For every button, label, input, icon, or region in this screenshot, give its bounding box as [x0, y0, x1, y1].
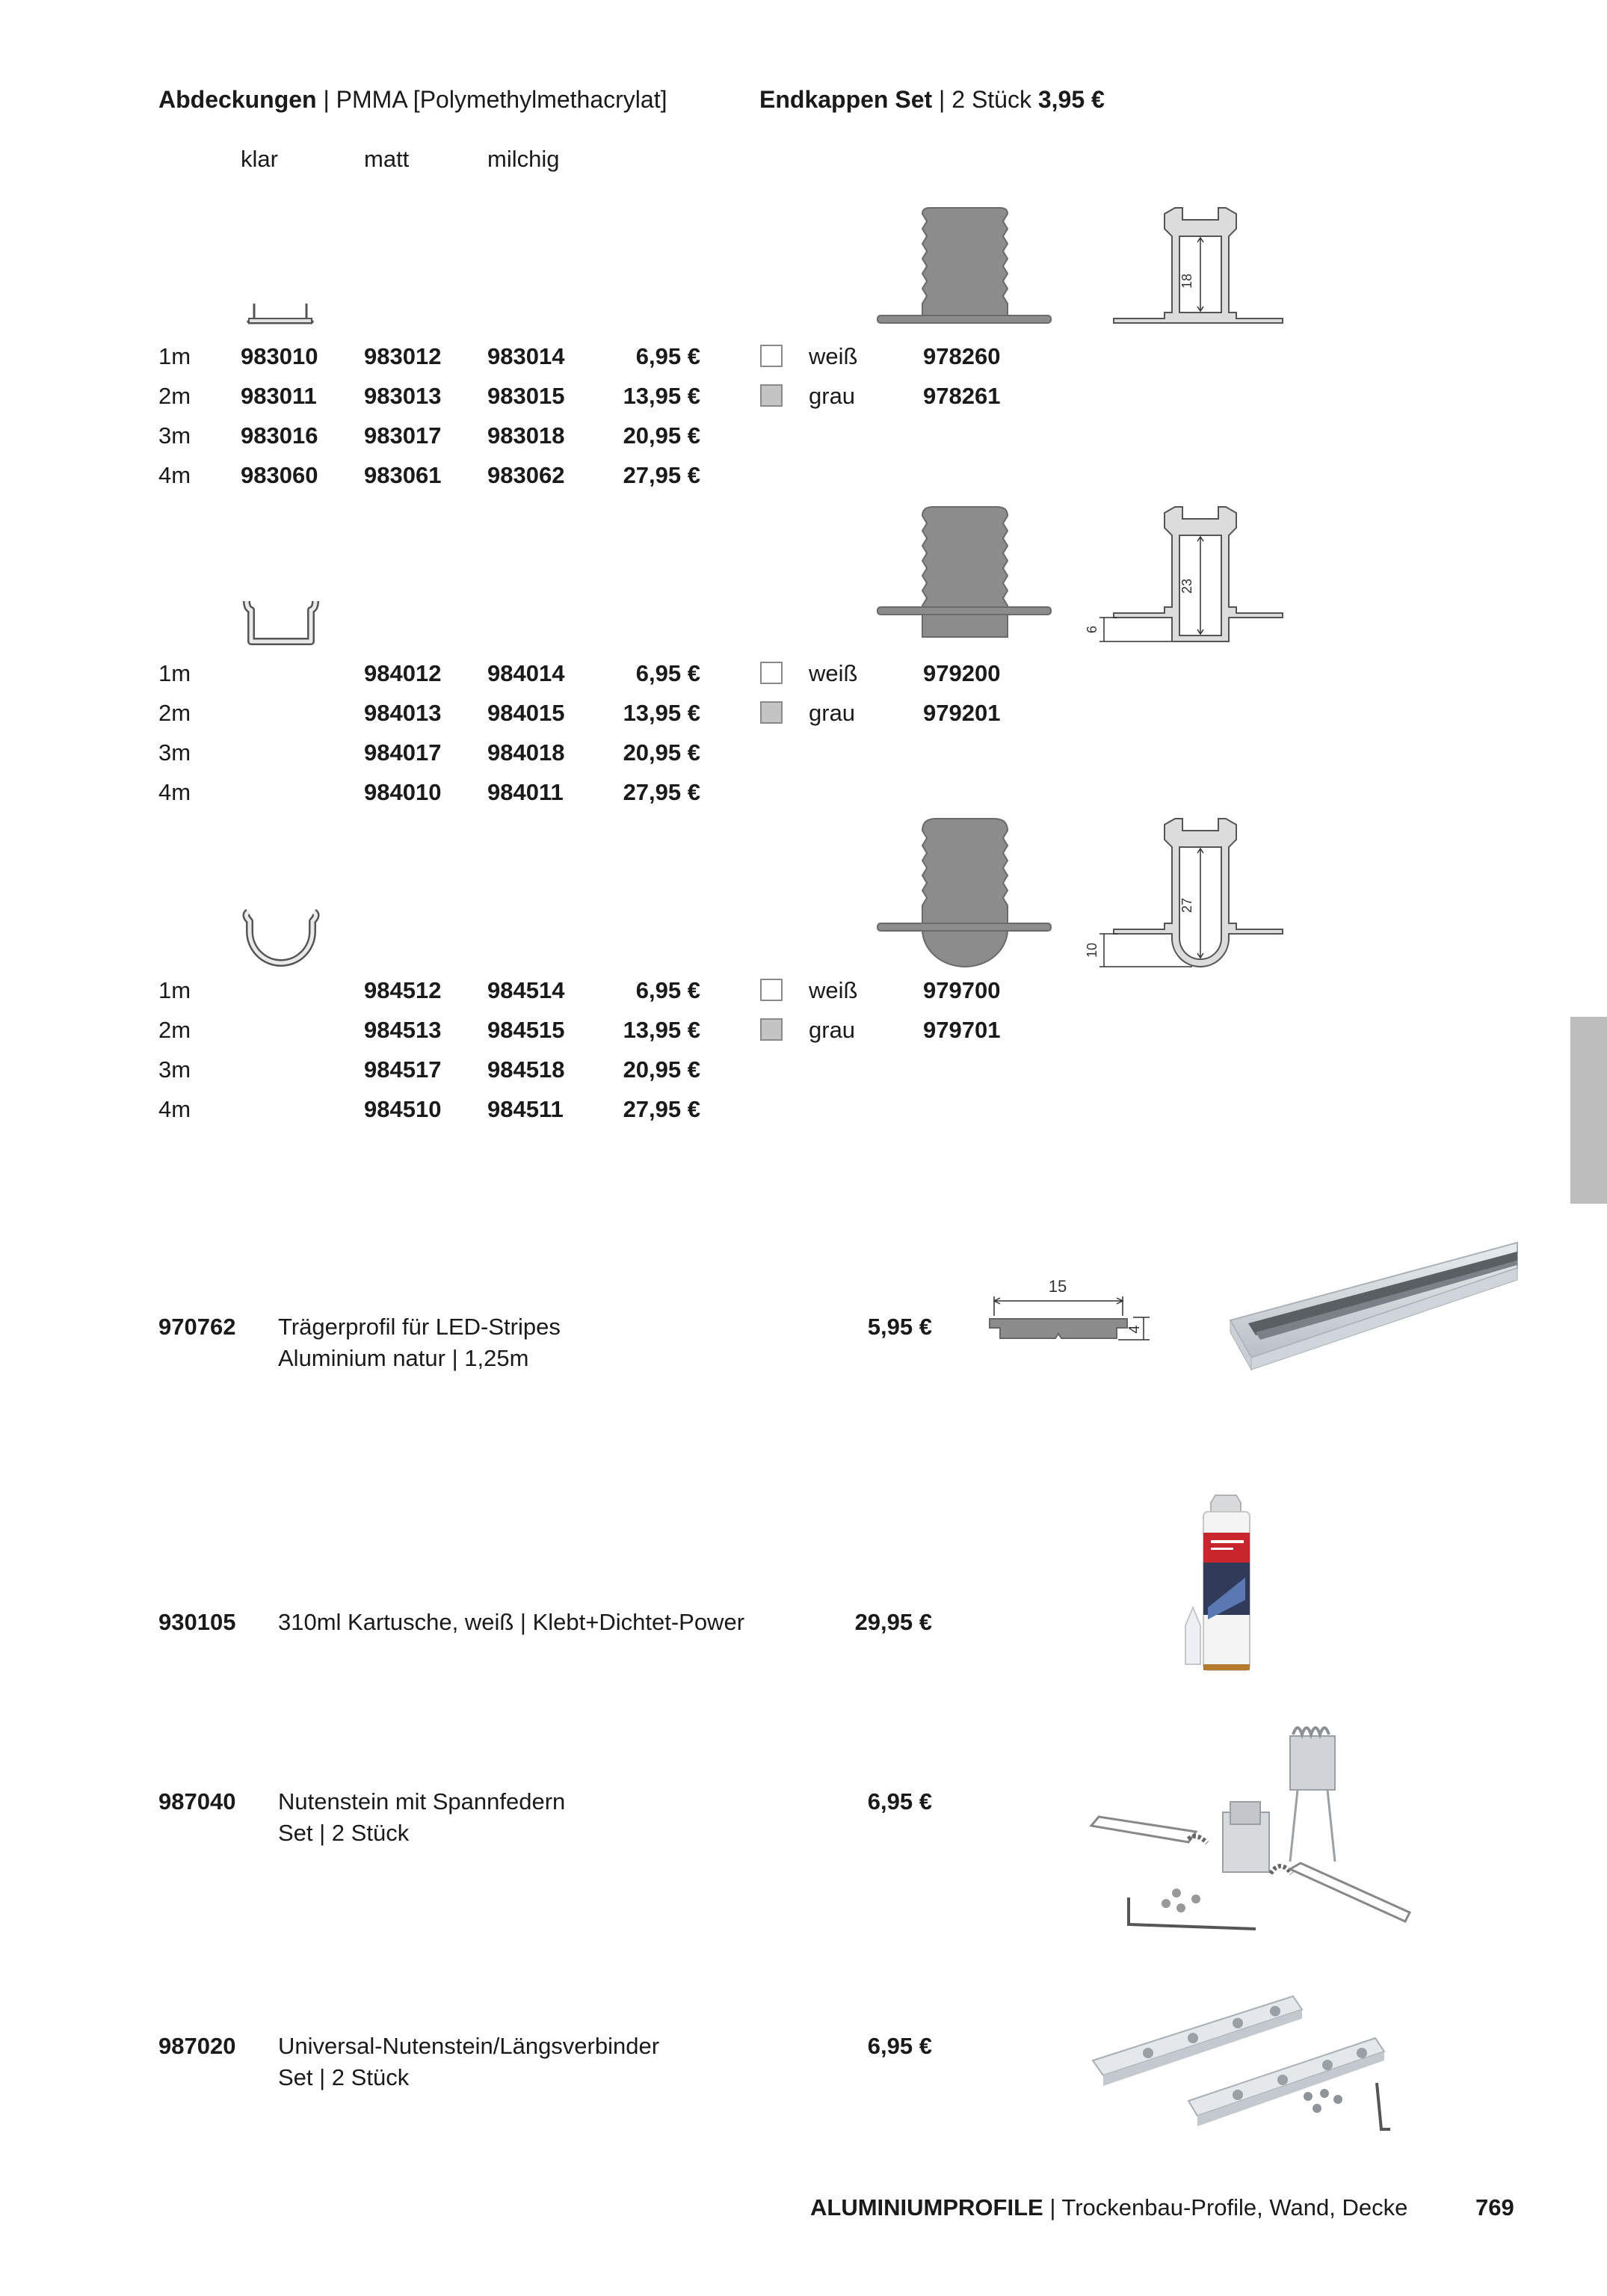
color-swatch-weiss [760, 662, 783, 684]
code-klar-cell: 983011 [241, 383, 317, 409]
color-swatch-grau [760, 384, 783, 407]
color-swatch-grau [760, 701, 783, 724]
code-matt-cell: 984013 [364, 700, 442, 726]
endkappen-heading [759, 85, 1105, 114]
product-description-line2: Aluminium natur | 1,25m [278, 1345, 529, 1371]
dimension-label-10: 10 [1085, 942, 1099, 958]
price-cell: 27,95 € [623, 779, 700, 805]
cap-color-label: grau [809, 700, 856, 726]
product-price: 6,95 € [867, 2033, 932, 2059]
column-header-matt: matt [364, 146, 410, 172]
dimension-label-15: 15 [1048, 1277, 1067, 1296]
code-matt-cell: 983012 [364, 343, 442, 369]
cap-color-label: weiß [809, 660, 858, 686]
price-cell: 13,95 € [623, 383, 700, 409]
cap-code: 979201 [923, 700, 1001, 726]
length-cell: 1m [158, 660, 191, 686]
cap-code: 979701 [923, 1017, 1001, 1043]
cartridge-photo [1166, 1488, 1256, 1682]
product-code: 930105 [158, 1609, 236, 1635]
traegerprofil-dimension-drawing [987, 1274, 1151, 1356]
color-swatch-grau [760, 1018, 783, 1041]
code-matt-cell: 984017 [364, 739, 442, 766]
product-price: 5,95 € [867, 1314, 932, 1340]
section-side-tab [1570, 1017, 1607, 1204]
code-milchig-cell: 984018 [487, 739, 565, 766]
round-cover-profile-icon [242, 909, 320, 969]
code-matt-cell: 984513 [364, 1017, 442, 1043]
cap-code: 978260 [923, 343, 1001, 369]
column-header-klar: klar [241, 146, 278, 172]
code-matt-cell: 984512 [364, 977, 442, 1003]
footer-section-subtitle: | Trockenbau-Profile, Wand, Decke [1043, 2194, 1408, 2220]
color-swatch-weiss [760, 979, 783, 1001]
product-description: Nutenstein mit Spannfedern [278, 1788, 566, 1815]
product-price: 29,95 € [854, 1609, 932, 1635]
code-matt-cell: 983017 [364, 422, 442, 449]
cap-color-label: grau [809, 383, 856, 409]
length-cell: 3m [158, 1056, 191, 1083]
dimension-label-18: 18 [1179, 273, 1194, 289]
abdeckungen-subtitle: | PMMA [Polymethylmethacrylat] [316, 86, 667, 113]
universal-nutenstein-photo [1084, 1981, 1405, 2138]
product-code: 970762 [158, 1314, 236, 1340]
u-cover-profile-icon [244, 598, 318, 646]
code-matt-cell: 984517 [364, 1056, 442, 1083]
abdeckungen-heading [158, 85, 667, 114]
code-klar-cell: 983016 [241, 422, 318, 449]
column-header-milchig: milchig [487, 146, 560, 172]
code-klar-cell: 983060 [241, 462, 318, 488]
length-cell: 4m [158, 1096, 191, 1122]
profile-drawing-1 [1114, 206, 1286, 326]
code-milchig-cell: 984014 [487, 660, 565, 686]
product-description-line2: Set | 2 Stück [278, 1820, 410, 1846]
code-matt-cell: 983013 [364, 383, 442, 409]
length-cell: 1m [158, 343, 191, 369]
length-cell: 4m [158, 462, 191, 488]
code-milchig-cell: 983062 [487, 462, 565, 488]
price-cell: 6,95 € [635, 343, 700, 369]
dimension-label-27: 27 [1179, 897, 1194, 914]
endkappen-price: 3,95 € [1037, 86, 1105, 113]
length-cell: 3m [158, 422, 191, 449]
color-swatch-weiss [760, 345, 783, 367]
price-cell: 13,95 € [623, 1017, 700, 1043]
price-cell: 6,95 € [635, 660, 700, 686]
dimension-label-23: 23 [1179, 578, 1194, 594]
endkappen-subtitle: | 2 Stück [932, 86, 1038, 113]
code-milchig-cell: 984518 [487, 1056, 565, 1083]
dimension-label-6: 6 [1085, 625, 1099, 634]
end-cap-u-icon [876, 505, 1052, 640]
price-cell: 6,95 € [635, 977, 700, 1003]
price-cell: 27,95 € [623, 462, 700, 488]
code-matt-cell: 984010 [364, 779, 442, 805]
code-milchig-cell: 984511 [487, 1096, 564, 1122]
product-description: 310ml Kartusche, weiß | Klebt+Dichtet-Power [278, 1609, 745, 1635]
flat-cover-profile-icon [247, 299, 314, 326]
code-matt-cell: 983061 [364, 462, 442, 488]
nutenstein-spannfedern-photo [1084, 1720, 1420, 1944]
cap-code: 979700 [923, 977, 1001, 1003]
length-cell: 3m [158, 739, 191, 766]
product-description: Universal-Nutenstein/Längsverbinder [278, 2033, 660, 2059]
length-cell: 4m [158, 779, 191, 805]
length-cell: 2m [158, 1017, 191, 1043]
cap-color-label: grau [809, 1017, 856, 1043]
code-milchig-cell: 984514 [487, 977, 565, 1003]
cap-color-label: weiß [809, 343, 858, 369]
cap-color-label: weiß [809, 977, 858, 1003]
product-code: 987040 [158, 1788, 236, 1815]
cap-code: 978261 [923, 383, 1001, 409]
abdeckungen-title: Abdeckungen [158, 86, 317, 113]
code-matt-cell: 984510 [364, 1096, 442, 1122]
price-cell: 27,95 € [623, 1096, 700, 1122]
product-code: 987020 [158, 2033, 236, 2059]
product-description: Trägerprofil für LED-Stripes [278, 1314, 561, 1340]
price-cell: 20,95 € [623, 739, 700, 766]
product-description-line2: Set | 2 Stück [278, 2064, 410, 2090]
price-cell: 13,95 € [623, 700, 700, 726]
code-matt-cell: 984012 [364, 660, 442, 686]
traegerprofil-photo [1226, 1238, 1517, 1400]
length-cell: 1m [158, 977, 191, 1003]
code-milchig-cell: 984011 [487, 779, 564, 805]
product-price: 6,95 € [867, 1788, 932, 1815]
price-cell: 20,95 € [623, 422, 700, 449]
profile-drawing-3 [1085, 817, 1297, 974]
footer-section-name: ALUMINIUMPROFILE [810, 2194, 1043, 2220]
end-cap-flat-icon [876, 206, 1052, 327]
footer-section-title [810, 2194, 1407, 2222]
price-cell: 20,95 € [623, 1056, 700, 1083]
code-milchig-cell: 983015 [487, 383, 565, 409]
dimension-label-4: 4 [1126, 1325, 1143, 1334]
length-cell: 2m [158, 700, 191, 726]
endkappen-title: Endkappen Set [759, 86, 933, 113]
code-milchig-cell: 983014 [487, 343, 565, 369]
code-klar-cell: 983010 [241, 343, 318, 369]
code-milchig-cell: 984515 [487, 1017, 565, 1043]
code-milchig-cell: 983018 [487, 422, 565, 449]
end-cap-round-icon [876, 817, 1052, 970]
length-cell: 2m [158, 383, 191, 409]
code-milchig-cell: 984015 [487, 700, 565, 726]
cap-code: 979200 [923, 660, 1001, 686]
profile-drawing-2 [1085, 505, 1297, 647]
page-number: 769 [1475, 2194, 1514, 2220]
